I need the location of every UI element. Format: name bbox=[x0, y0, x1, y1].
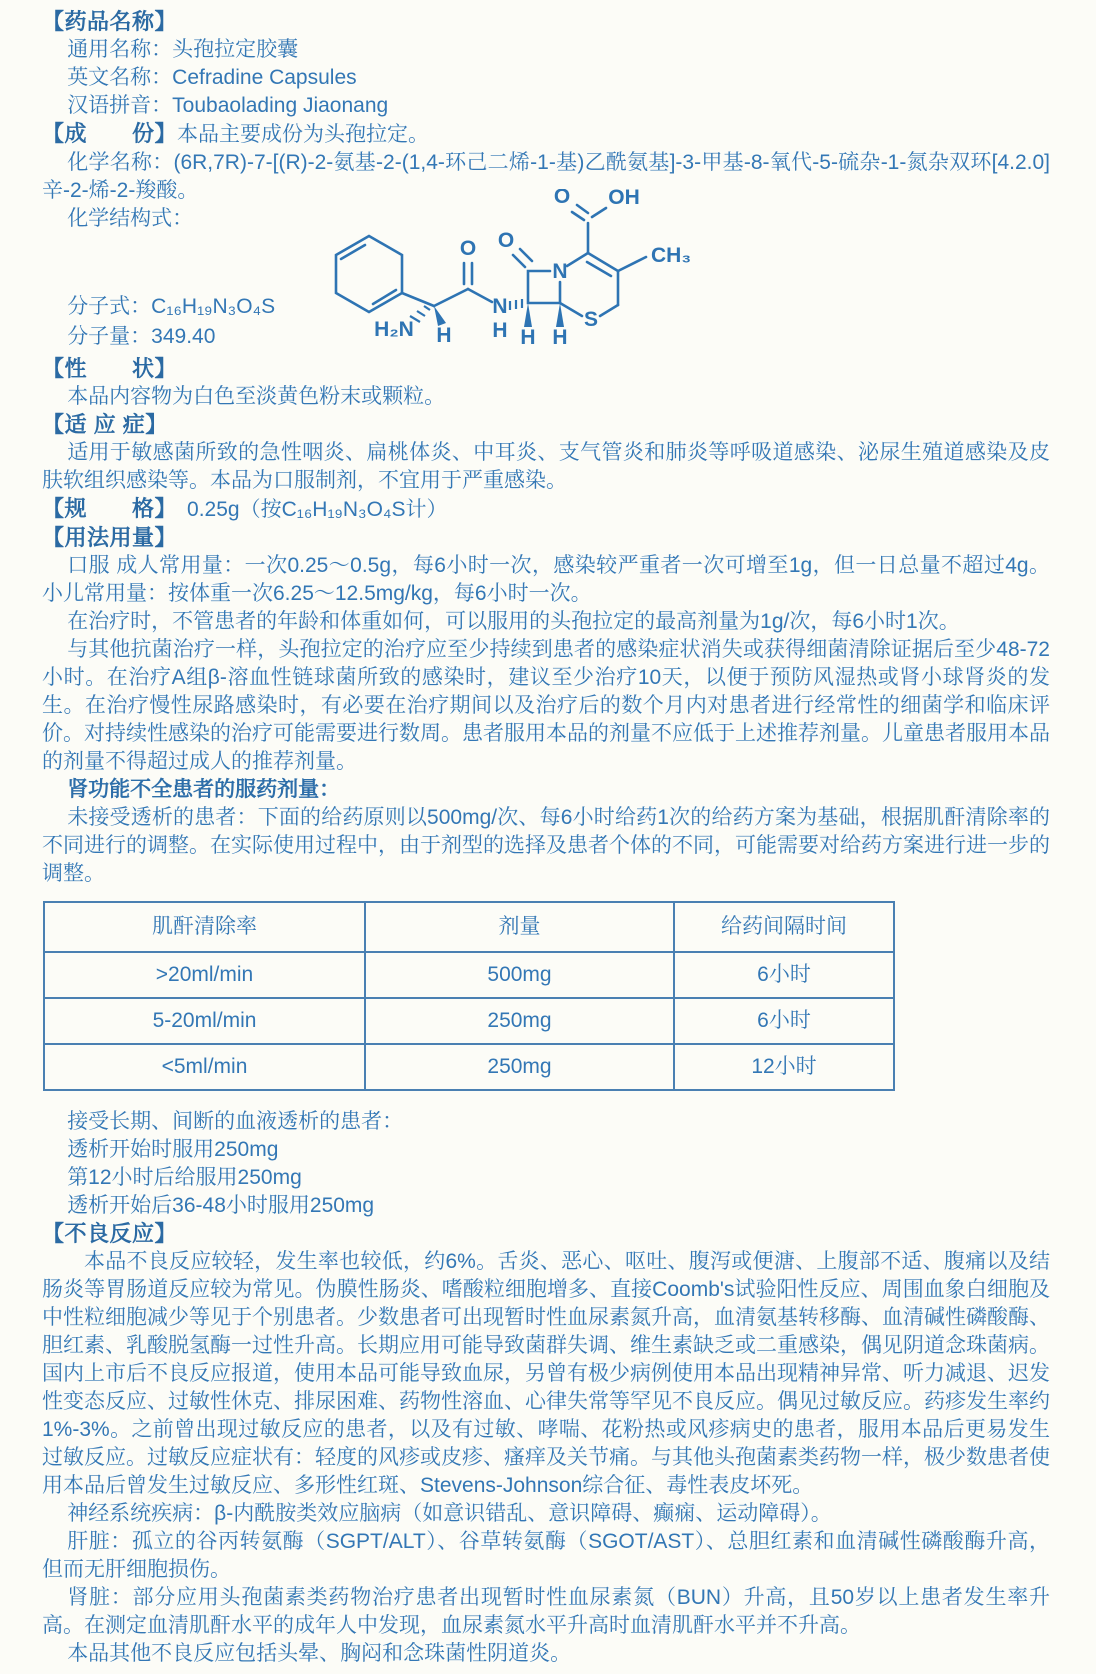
english-name-line: 英文名称：Cefradine Capsules bbox=[67, 66, 357, 89]
table-header-dose: 剂量 bbox=[365, 902, 674, 952]
table-cell: 500mg bbox=[365, 952, 674, 998]
table-row bbox=[44, 1044, 894, 1090]
table-row bbox=[44, 998, 894, 1044]
section-heading-adverse-reactions: 【不良反应】 bbox=[42, 1221, 178, 1246]
chemical-structure-block bbox=[42, 189, 1050, 355]
table-cell: 250mg bbox=[365, 1044, 674, 1090]
generic-name-line: 通用名称：头孢拉定胶囊 bbox=[67, 38, 299, 61]
section-heading-dosage: 【用法用量】 bbox=[42, 525, 178, 550]
atom-h2n: H₂N bbox=[374, 318, 414, 341]
structure-label: 化学结构式： bbox=[67, 207, 194, 230]
table-header-creatinine-clearance: 肌酐清除率 bbox=[44, 902, 365, 952]
table-cell: 12小时 bbox=[674, 1044, 894, 1090]
adverse-reactions-paragraph: 本品其他不良反应包括头晕、胸闷和念珠菌性阴道炎。 bbox=[67, 1642, 572, 1665]
section-heading-properties: 【性 状】 bbox=[42, 356, 178, 381]
atom-h-chiral: H bbox=[436, 324, 452, 347]
atom-h-c6: H bbox=[552, 326, 568, 349]
dosage-paragraph: 口服 成人常用量：一次0.25～0.5g，每6小时一次，感染较严重者一次可增至1g，但一日总量不超过4g。小儿常用量：按体重一次6.25～12.5mg/kg，每6小时一次。 bbox=[42, 554, 1050, 605]
indications-text: 适用于敏感菌所致的急性咽炎、扁桃体炎、中耳炎、支气管炎和肺炎等呼吸道感染、泌尿生殖道感染及皮肤软组织感染等。本品为口服制剂，不宜用于严重感染。 bbox=[42, 441, 1050, 492]
composition-intro: 本品主要成份为头孢拉定。 bbox=[177, 123, 430, 146]
chemical-name-line: 化学名称：(6R,7R)-7-[(R)-2-氨基-2-(1,4-环己二烯-1-基)乙酰氨基]-3-甲基-8-氧代-5-硫杂-1-氮杂双环[4.2.0]辛-2-烯-2-羧酸。 bbox=[42, 151, 1050, 202]
section-heading-drug-name: 【药品名称】 bbox=[42, 9, 178, 34]
molecular-weight-line: 分子量：349.40 bbox=[67, 325, 216, 348]
section-heading-composition: 【成 份】 bbox=[42, 121, 178, 146]
atom-o-carboxyl: O bbox=[553, 189, 571, 208]
dosage-paragraph: 与其他抗菌治疗一样，头孢拉定的治疗应至少持续到患者的感染症状消失或获得细菌清除证据后至少48-72小时。在治疗A组β-溶血性链球菌所致的感染时，建议至少治疗10天，以便于预防风湿热或肾小球肾炎的发生。在治疗慢性尿路感染时，有必要在治疗期间以及治疗后的数个月内对患者进行经常性的细菌学和临床评价。对持续性感染的治疗可能需要进行数周。患者服用本品的剂量不应低于上述推荐剂量。儿童患者服用本品的剂量不得超过成人的推荐剂量。 bbox=[42, 638, 1050, 773]
table-cell: >20ml/min bbox=[44, 952, 365, 998]
molecular-formula-line: 分子式：C₁₆H₁₉N₃O₄S bbox=[67, 295, 276, 318]
section-heading-indications: 【适 应 症】 bbox=[42, 412, 168, 437]
specification-line bbox=[42, 495, 1050, 524]
composition-line bbox=[42, 120, 1050, 149]
atom-oh: OH bbox=[608, 189, 640, 209]
properties-text: 本品内容物为白色至淡黄色粉末或颗粒。 bbox=[67, 385, 446, 408]
table-cell: 6小时 bbox=[674, 998, 894, 1044]
dialysis-intro: 接受长期、间断的血液透析的患者： bbox=[67, 1110, 404, 1133]
dialysis-line: 透析开始时服用250mg bbox=[67, 1138, 279, 1161]
dosage-paragraph: 未接受透析的患者：下面的给药原则以500mg/次、每6小时给药1次的给药方案为基础，根据肌酐清除率的不同进行的调整。在实际使用过程中，由于剂型的选择及患者个体的不同，可能需要对给药方案进行进一步的调整。 bbox=[42, 806, 1050, 885]
table-header-row bbox=[44, 902, 894, 952]
dialysis-line: 第12小时后给服用250mg bbox=[67, 1166, 302, 1189]
table-cell: 6小时 bbox=[674, 952, 894, 998]
table-row bbox=[44, 952, 894, 998]
table-cell: 250mg bbox=[365, 998, 674, 1044]
atom-ch3: CH₃ bbox=[651, 244, 692, 267]
renal-dose-subheading: 肾功能不全患者的服药剂量： bbox=[67, 778, 341, 801]
renal-dose-table bbox=[43, 901, 895, 1091]
atom-o-lactam: O bbox=[497, 229, 515, 252]
atom-o-amide: O bbox=[459, 237, 477, 260]
atom-s-ring: S bbox=[583, 308, 599, 331]
chemical-structure-diagram bbox=[294, 189, 724, 354]
atom-h-c7: H bbox=[520, 326, 536, 349]
section-heading-specification: 【规 格】 bbox=[42, 496, 178, 521]
atom-n-ring: N bbox=[552, 260, 568, 283]
table-cell: <5ml/min bbox=[44, 1044, 365, 1090]
specification-value: 0.25g（按C₁₆H₁₉N₃O₄S计） bbox=[187, 498, 448, 521]
atom-n-amide: N bbox=[492, 295, 508, 318]
adverse-reactions-paragraph: 神经系统疾病：β-内酰胺类效应脑病（如意识错乱、意识障碍、癫痫、运动障碍）。 bbox=[67, 1502, 832, 1525]
pinyin-name-line: 汉语拼音：Toubaolading Jiaonang bbox=[67, 94, 389, 117]
table-header-interval: 给药间隔时间 bbox=[674, 902, 894, 952]
dosage-paragraph: 在治疗时，不管患者的年龄和体重如何，可以服用的头孢拉定的最高剂量为1g/次，每6小时1次。 bbox=[67, 610, 960, 633]
adverse-reactions-paragraph: 本品不良反应较轻，发生率也较低，约6%。舌炎、恶心、呕吐、腹泻或便溏、上腹部不适、腹痛以及结肠炎等胃肠道反应较为常见。伪膜性肠炎、嗜酸粒细胞增多、直接Coomb's试验阳性反应、周围血象白细胞及中性粒细胞减少等见于个别患者。少数患者可出现暂时性血尿素氮升高，血清氨基转移酶、血清碱性磷酸酶、胆红素、乳酸脱氢酶一过性升高。长期应用可能导致菌群失调、维生素缺乏或二重感染，偶见阴道念珠菌病。国内上市后不良反应报道，使用本品可能导致血尿，另曾有极少病例使用本品出现精神异常、听力减退、迟发性变态反应、过敏性休克、排尿困难、药物性溶血、心律失常等罕见不良反应。偶见过敏反应。药疹发生率约1%-3%。之前曾出现过敏反应的患者，以及有过敏、哮喘、花粉热或风疹病史的患者，服用本品后更易发生过敏反应。过敏反应症状有：轻度的风疹或皮疹、瘙痒及关节痛。与其他头孢菌素类药物一样，极少数患者使用本品后曾发生过敏反应、多形性红斑、Stevens-Johnson综合征、毒性表皮坏死。 bbox=[42, 1250, 1050, 1497]
dialysis-line: 透析开始后36-48小时服用250mg bbox=[67, 1194, 375, 1217]
adverse-reactions-paragraph: 肾脏：部分应用头孢菌素类药物治疗患者出现暂时性血尿素氮（BUN）升高，且50岁以上患者发生率升高。在测定血清肌酐水平的成年人中发现，血尿素氮水平升高时血清肌酐水平并不升高。 bbox=[42, 1586, 1050, 1637]
atom-h-amide: H bbox=[492, 319, 508, 342]
adverse-reactions-paragraph: 肝脏：孤立的谷丙转氨酶（SGPT/ALT）、谷草转氨酶（SGOT/AST）、总胆红素和血清碱性磷酸酶升高，但而无肝细胞损伤。 bbox=[42, 1530, 1050, 1581]
table-cell: 5-20ml/min bbox=[44, 998, 365, 1044]
